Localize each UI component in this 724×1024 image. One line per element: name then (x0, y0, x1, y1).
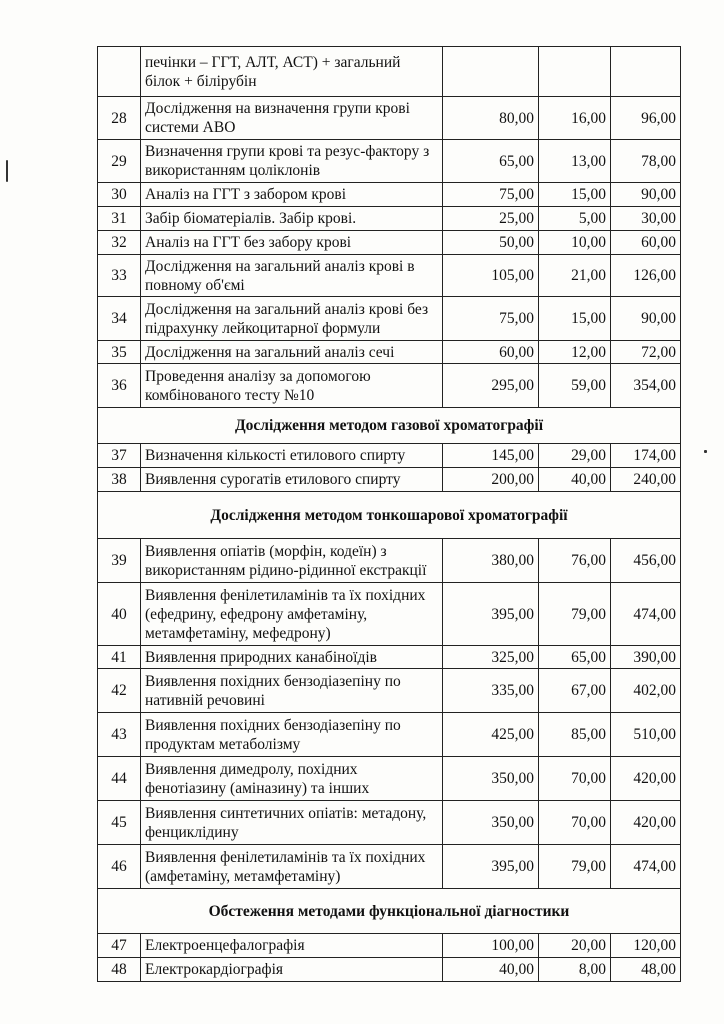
vat-cell (539, 47, 611, 97)
service-description: Дослідження на загальний аналіз крові без підрахунку лейкоцитарної формули (141, 297, 443, 341)
price-cell: 75,00 (443, 183, 539, 207)
row-number: 30 (98, 183, 141, 207)
service-description: печінки – ГГТ, АЛТ, АСТ) + загальний білок + білірубін (141, 47, 443, 97)
section-header-row (98, 408, 681, 444)
table-row (98, 207, 681, 231)
service-description: Дослідження на загальний аналіз сечі (141, 341, 443, 364)
row-number: 44 (98, 757, 141, 801)
row-number: 29 (98, 140, 141, 183)
total-cell: 96,00 (611, 97, 681, 140)
vat-cell: 12,00 (539, 341, 611, 364)
row-number: 36 (98, 364, 141, 408)
total-cell: 48,00 (611, 958, 681, 982)
price-cell: 350,00 (443, 757, 539, 801)
total-cell: 60,00 (611, 231, 681, 255)
table-row (98, 297, 681, 341)
price-cell: 75,00 (443, 297, 539, 341)
price-cell: 350,00 (443, 801, 539, 845)
vat-cell: 59,00 (539, 364, 611, 408)
table-row (98, 958, 681, 982)
table-row (98, 468, 681, 492)
section-title: Обстеження методами функціональної діагностики (98, 889, 681, 934)
section-header-row (98, 492, 681, 539)
vat-cell: 40,00 (539, 468, 611, 492)
total-cell: 420,00 (611, 757, 681, 801)
total-cell: 474,00 (611, 583, 681, 646)
table-row (98, 646, 681, 669)
price-cell: 145,00 (443, 444, 539, 468)
service-description: Визначення кількості етилового спирту (141, 444, 443, 468)
section-title: Дослідження методом газової хроматографії (98, 408, 681, 444)
row-number: 47 (98, 934, 141, 958)
price-cell: 325,00 (443, 646, 539, 669)
vat-cell: 21,00 (539, 255, 611, 297)
price-table-body (98, 47, 681, 982)
price-cell: 40,00 (443, 958, 539, 982)
table-row (98, 801, 681, 845)
price-cell: 50,00 (443, 231, 539, 255)
price-cell: 295,00 (443, 364, 539, 408)
row-number: 32 (98, 231, 141, 255)
service-description: Аналіз на ГГТ з забором крові (141, 183, 443, 207)
table-row (98, 231, 681, 255)
service-description: Дослідження на визначення групи крові системи АВО (141, 97, 443, 140)
total-cell: 72,00 (611, 341, 681, 364)
total-cell: 78,00 (611, 140, 681, 183)
row-number: 37 (98, 444, 141, 468)
table-row (98, 713, 681, 757)
price-table (97, 46, 681, 982)
total-cell: 90,00 (611, 183, 681, 207)
table-row (98, 539, 681, 583)
section-header-row (98, 889, 681, 934)
scan-mark-right (704, 450, 707, 453)
service-description: Електрокардіографія (141, 958, 443, 982)
row-number: 31 (98, 207, 141, 231)
row-number: 35 (98, 341, 141, 364)
total-cell: 240,00 (611, 468, 681, 492)
vat-cell: 15,00 (539, 183, 611, 207)
vat-cell: 8,00 (539, 958, 611, 982)
row-number: 39 (98, 539, 141, 583)
service-description: Виявлення похідних бензодіазепіну по нативній речовині (141, 669, 443, 713)
row-number (98, 47, 141, 97)
vat-cell: 65,00 (539, 646, 611, 669)
row-number: 48 (98, 958, 141, 982)
section-title: Дослідження методом тонкошарової хроматографії (98, 492, 681, 539)
total-cell: 402,00 (611, 669, 681, 713)
table-row (98, 934, 681, 958)
total-cell: 120,00 (611, 934, 681, 958)
vat-cell: 70,00 (539, 801, 611, 845)
service-description: Проведення аналізу за допомогою комбінованого тесту №10 (141, 364, 443, 408)
table-row (98, 364, 681, 408)
vat-cell: 29,00 (539, 444, 611, 468)
total-cell: 510,00 (611, 713, 681, 757)
vat-cell: 16,00 (539, 97, 611, 140)
service-description: Виявлення синтетичних опіатів: метадону, фенциклідину (141, 801, 443, 845)
table-row (98, 183, 681, 207)
price-cell: 425,00 (443, 713, 539, 757)
total-cell: 456,00 (611, 539, 681, 583)
vat-cell: 15,00 (539, 297, 611, 341)
table-row (98, 47, 681, 97)
total-cell: 474,00 (611, 845, 681, 889)
vat-cell: 76,00 (539, 539, 611, 583)
table-row (98, 583, 681, 646)
service-description: Виявлення природних канабіноїдів (141, 646, 443, 669)
service-description: Виявлення похідних бензодіазепіну по продуктам метаболізму (141, 713, 443, 757)
vat-cell: 85,00 (539, 713, 611, 757)
vat-cell: 5,00 (539, 207, 611, 231)
total-cell: 30,00 (611, 207, 681, 231)
row-number: 40 (98, 583, 141, 646)
service-description: Дослідження на загальний аналіз крові в повному об'ємі (141, 255, 443, 297)
price-cell: 395,00 (443, 583, 539, 646)
table-row (98, 757, 681, 801)
price-cell: 200,00 (443, 468, 539, 492)
row-number: 34 (98, 297, 141, 341)
service-description: Визначення групи крові та резус-фактору з використанням цоліклонів (141, 140, 443, 183)
price-cell (443, 47, 539, 97)
vat-cell: 70,00 (539, 757, 611, 801)
price-cell: 100,00 (443, 934, 539, 958)
service-description: Виявлення фенілетиламінів та їх похідних (амфетаміну, метамфетаміну) (141, 845, 443, 889)
row-number: 41 (98, 646, 141, 669)
vat-cell: 67,00 (539, 669, 611, 713)
service-description: Виявлення фенілетиламінів та їх похідних (ефедрину, ефедрону амфетаміну, метамфетаміну, мефедрону) (141, 583, 443, 646)
row-number: 42 (98, 669, 141, 713)
table-row (98, 140, 681, 183)
scan-mark-left (6, 160, 8, 182)
vat-cell: 20,00 (539, 934, 611, 958)
total-cell: 174,00 (611, 444, 681, 468)
row-number: 28 (98, 97, 141, 140)
row-number: 43 (98, 713, 141, 757)
service-description: Забір біоматеріалів. Забір крові. (141, 207, 443, 231)
total-cell (611, 47, 681, 97)
table-row (98, 669, 681, 713)
price-cell: 80,00 (443, 97, 539, 140)
service-description: Виявлення опіатів (морфін, кодеїн) з використанням рідино-рідинної екстракції (141, 539, 443, 583)
total-cell: 390,00 (611, 646, 681, 669)
total-cell: 90,00 (611, 297, 681, 341)
total-cell: 420,00 (611, 801, 681, 845)
price-cell: 380,00 (443, 539, 539, 583)
price-cell: 25,00 (443, 207, 539, 231)
row-number: 46 (98, 845, 141, 889)
table-row (98, 97, 681, 140)
row-number: 45 (98, 801, 141, 845)
total-cell: 126,00 (611, 255, 681, 297)
price-cell: 335,00 (443, 669, 539, 713)
row-number: 33 (98, 255, 141, 297)
service-description: Виявлення сурогатів етилового спирту (141, 468, 443, 492)
total-cell: 354,00 (611, 364, 681, 408)
service-description: Виявлення димедролу, похідних фенотіазину (аміназину) та інших (141, 757, 443, 801)
price-cell: 395,00 (443, 845, 539, 889)
vat-cell: 79,00 (539, 845, 611, 889)
service-description: Аналіз на ГГТ без забору крові (141, 231, 443, 255)
price-cell: 60,00 (443, 341, 539, 364)
vat-cell: 10,00 (539, 231, 611, 255)
row-number: 38 (98, 468, 141, 492)
table-row (98, 845, 681, 889)
price-cell: 65,00 (443, 140, 539, 183)
table-row (98, 444, 681, 468)
vat-cell: 79,00 (539, 583, 611, 646)
vat-cell: 13,00 (539, 140, 611, 183)
table-row (98, 255, 681, 297)
service-description: Електроенцефалографія (141, 934, 443, 958)
table-row (98, 341, 681, 364)
price-cell: 105,00 (443, 255, 539, 297)
